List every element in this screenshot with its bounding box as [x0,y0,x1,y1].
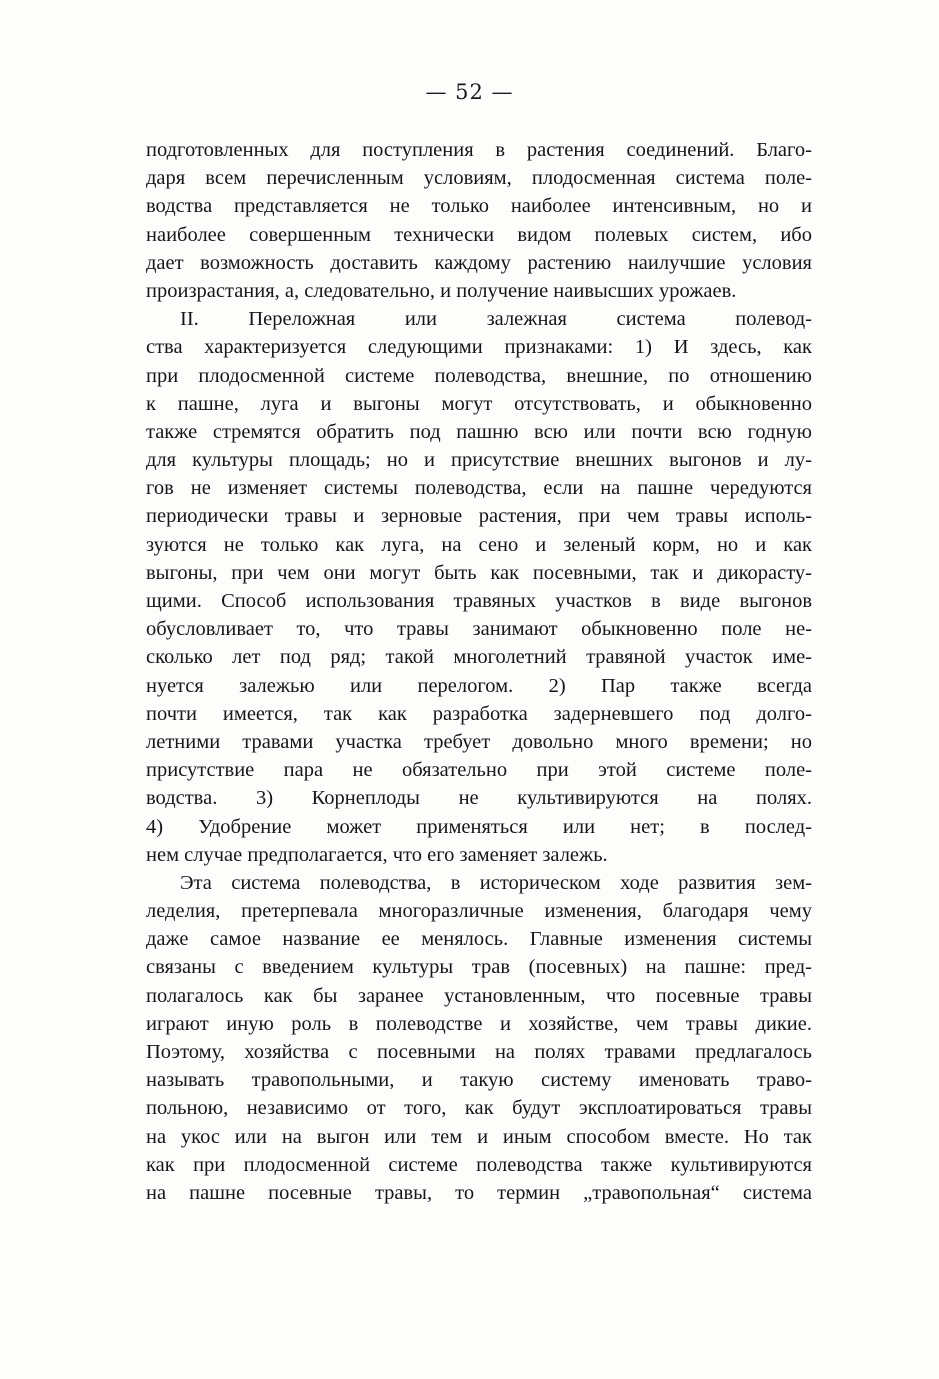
body-text [146,136,812,1207]
text-line: гов не изменяет системы полеводства, если на пашне чередуются [146,477,812,500]
text-line: летними травами участка требует довольно много времени; но [146,730,812,753]
text-line: периодически травы и зерновые растения, при чем травы исполь- [146,505,812,528]
text-line: водства представляется не только наиболее интенсивным, но и [146,195,812,218]
page-number: — 52 — [425,80,514,104]
text-line: наиболее совершенным технически видом полевых систем, ибо [146,223,812,246]
text-line: полагалось как бы заранее установленным, что посевные травы [146,984,812,1007]
text-line: 4) Удобрение может применяться или нет; в послед- [146,815,812,838]
text-line: Поэтому, хозяйства с посевными на полях травами предлагалось [146,1041,812,1063]
text-line: играют иную роль в полеводстве и хозяйстве, чем травы дикие. [146,1012,812,1035]
text-line: сколько лет под ряд; такой многолетний травяной участок име- [146,646,812,669]
text-line: почти имеется, так как разработка задерневшего под долго- [146,702,812,725]
text-line: на укос или на выгон или тем и иным способом вместе. Но так [146,1125,812,1148]
text-line: называть травопольными, и такую систему именовать траво- [146,1069,812,1092]
text-line: к пашне, луга и выгоны могут отсутствовать, и обыкновенно [146,392,812,415]
text-line: нем случае предполагается, что его заменяет залежь. [146,843,608,866]
text-line: даря всем перечисленным условиям, плодосменная система поле- [146,167,812,190]
text-line: как при плодосменной системе полеводства также культивируются [146,1153,812,1176]
text-line: произрастания, а, следовательно, и получение наивысших урожаев. [146,279,737,302]
text-line: для культуры площадь; но и присутствие внешних выгонов и лу- [146,449,812,472]
text-line: при плодосменной системе полеводства, внешние, по отношению [146,364,812,387]
text-line: нуется залежью или перелогом. 2) Пар также всегда [146,674,812,697]
text-line: присутствие пара не обязательно при этой системе поле- [146,759,812,782]
text-line: II. Переложная или залежная система полевод- [180,308,812,331]
text-line: выгоны, при чем они могут быть как посевными, так и дикорасту- [146,561,812,584]
text-line: обусловливает то, что травы занимают обыкновенно поле не- [146,618,812,641]
text-line: водства. 3) Корнеплоды не культивируются на полях. [146,787,812,810]
text-line: также стремятся обратить под пашню всю или почти всю годную [146,420,812,443]
text-line: связаны с введением культуры трав (посевных) на пашне: пред- [146,956,812,979]
text-line: зуются не только как луга, на сено и зеленый корм, но и как [146,533,812,556]
text-line: щими. Способ использования травяных участков в виде выгонов [146,590,812,612]
text-line: леделия, претерпевала многоразличные изменения, благодаря чему [146,900,812,923]
text-line: Эта система полеводства, в историческом ходе развития зем- [180,871,812,894]
text-line: даже самое название ее менялось. Главные изменения системы [146,928,812,951]
text-line: подготовленных для поступления в растения соединений. Благо- [146,139,812,161]
text-line: ства характеризуется следующими признаками: 1) И здесь, как [146,336,812,359]
text-line: на пашне посевные травы, то термин „травопольная“ система [146,1181,812,1204]
text-line: польною, независимо от того, как будут эксплоатироваться травы [146,1097,812,1120]
text-line: дает возможность доставить каждому растению наилучшие условия [146,251,812,274]
